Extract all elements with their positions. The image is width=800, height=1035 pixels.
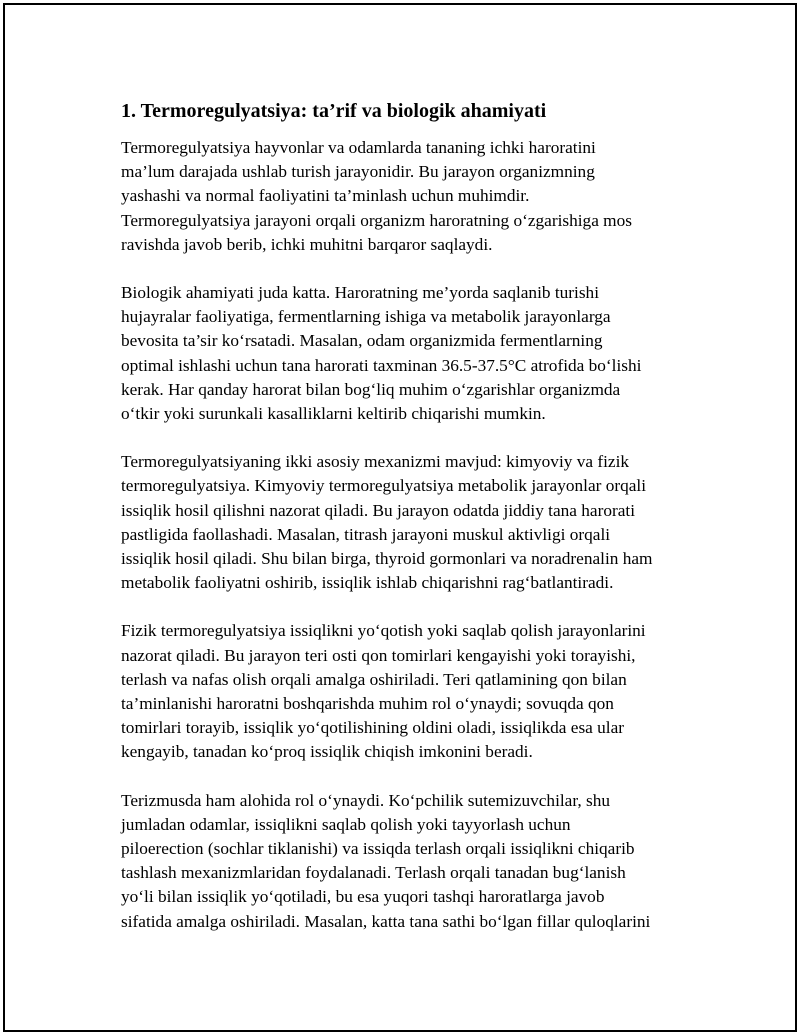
paragraph-line: issiqlik hosil qiladi. Shu bilan birga, thyroid gormonlari va noradrenalin ham [121,549,653,569]
paragraph-line: Termoregulyatsiyaning ikki asosiy mexanizmi mavjud: kimyoviy va fizik [121,452,630,472]
paragraph-definition [121,136,701,257]
paragraph-line: kerak. Har qanday harorat bilan bog‘liq muhim o‘zgarishlar organizmda [121,379,621,399]
paragraph-line: terlash va nafas olish orqali amalga oshiriladi. Teri qatlamining qon bilan [121,669,627,689]
paragraph-line: ravishda javob berib, ichki muhitni barqaror saqlaydi. [121,234,493,254]
paragraph-line: sifatida amalga oshiriladi. Masalan, katta tana sathi bo‘lgan fillar quloqlarini [121,911,651,931]
paragraph-line: Biologik ahamiyati juda katta. Haroratning me’yorda saqlanib turishi [121,283,599,303]
paragraph-line: Termoregulyatsiya hayvonlar va odamlarda tananing ichki haroratini [121,138,596,157]
document-page [3,3,797,1032]
paragraph-line: piloerection (sochlar tiklanishi) va issiqda terlash orqali issiqlikni chiqarib [121,839,635,859]
paragraph-line: tashlash mexanizmlaridan foydalanadi. Terlash orqali tanadan bug‘lanish [121,863,626,883]
paragraph-line: optimal ishlashi uchun tana harorati taxminan 36.5-37.5°C atrofida bo‘lishi [121,355,642,375]
paragraph-line: jumladan odamlar, issiqlikni saqlab qolish yoki tayyorlash uchun [121,814,571,834]
paragraph-line: ta’minlanishi haroratni boshqarishda muhim rol o‘ynaydi; sovuqda qon [121,694,614,714]
paragraph-line: kengayib, tanadan ko‘proq issiqlik chiqish imkonini beradi. [121,742,533,762]
paragraph-line: issiqlik hosil qilishni nazorat qiladi. Bu jarayon odatda jiddiy tana harorati [121,500,636,520]
paragraph-line: hujayralar faoliyatiga, fermentlarning ishiga va metabolik jarayonlarga [121,307,611,327]
paragraph-biological-significance [121,281,701,426]
document-body [121,97,701,958]
paragraph-line: metabolik faoliyatni oshirib, issiqlik ishlab chiqarishni rag‘batlantiradi. [121,573,614,593]
paragraph-line: pastligida faollashadi. Masalan, titrash jarayoni muskul aktivligi orqali [121,524,611,544]
paragraph-line: yashashi va normal faoliyatini ta’minlash uchun muhimdir. [121,186,530,206]
paragraph-line: Termoregulyatsiya jarayoni orqali organizm haroratning o‘zgarishiga mos [121,210,632,230]
paragraph-line: nazorat qiladi. Bu jarayon teri osti qon tomirlari kengayishi yoki torayishi, [121,645,636,665]
paragraph-line: yo‘li bilan issiqlik yo‘qotiladi, bu esa yuqori tashqi haroratlarga javob [121,887,605,907]
paragraph-line: bevosita ta’sir ko‘rsatadi. Masalan, odam organizmida fermentlarning [121,331,603,351]
paragraph-mechanisms [121,450,701,595]
section-heading: 1. Termoregulyatsiya: ta’rif va biologik ahamiyati [121,100,547,122]
paragraph-line: Fizik termoregulyatsiya issiqlikni yo‘qotish yoki saqlab qolish jarayonlarini [121,621,646,641]
paragraph-line: termoregulyatsiya. Kimyoviy termoregulyatsiya metabolik jarayonlar orqali [121,476,647,496]
paragraph-line: o‘tkir yoki surunkali kasalliklarni keltirib chiqarishi mumkin. [121,404,546,424]
paragraph-line: tomirlari torayib, issiqlik yo‘qotilishining oldini oladi, issiqlikda esa ular [121,718,625,738]
paragraph-physical-thermoregulation [121,619,701,764]
paragraph-line: Terizmusda ham alohida rol o‘ynaydi. Ko‘pchilik sutemizuvchilar, shu [121,790,611,810]
paragraph-line: ma’lum darajada ushlab turish jarayonidir. Bu jarayon organizmning [121,162,595,182]
paragraph-terizmus [121,789,701,934]
